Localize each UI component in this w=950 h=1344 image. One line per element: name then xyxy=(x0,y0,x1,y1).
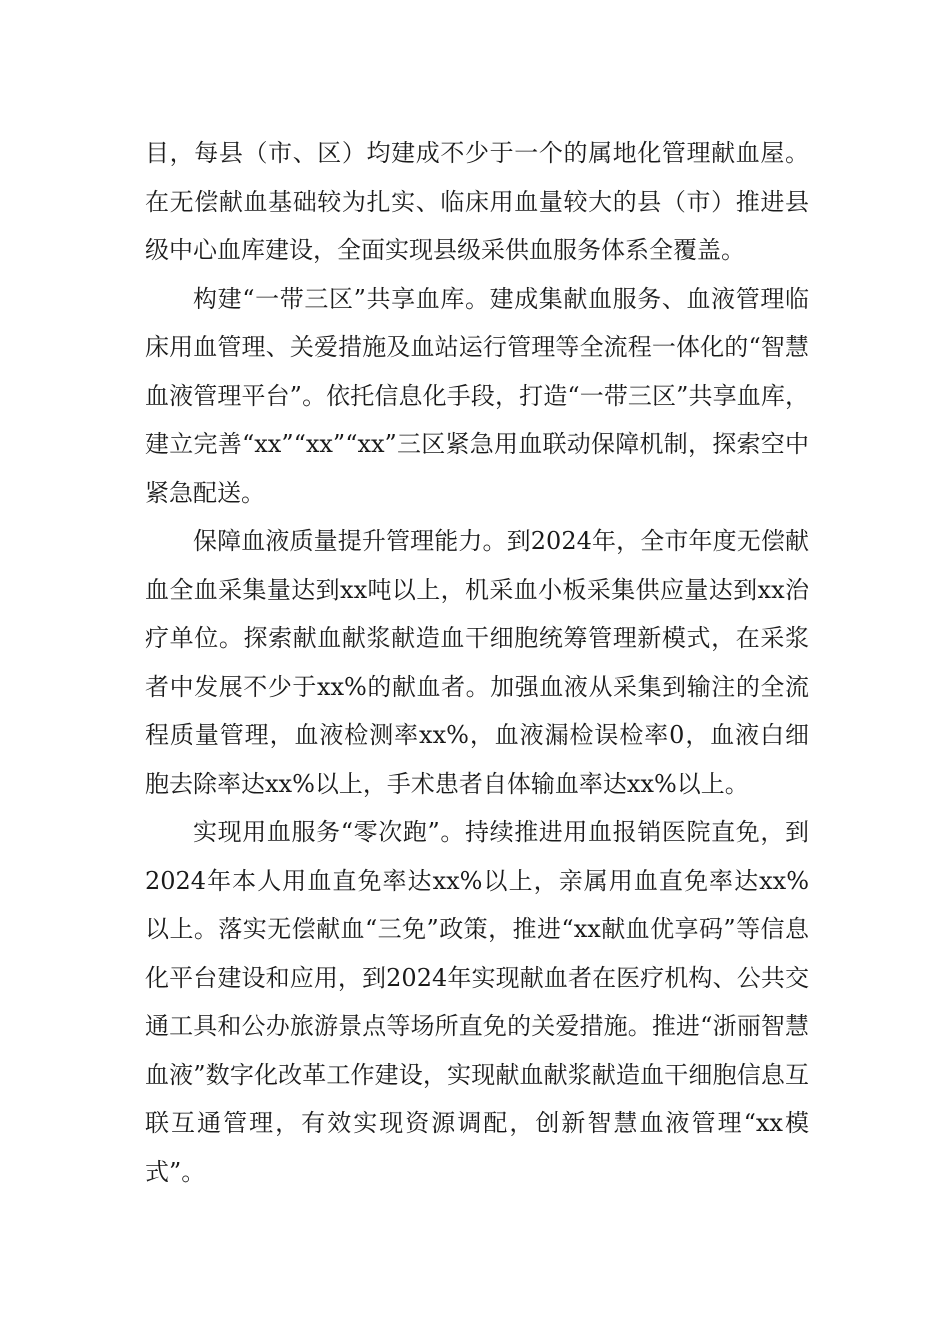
paragraph-shared-blood-bank: 构建“一带三区”共享血库。建成集献血服务、血液管理临床用血管理、关爱措施及血站运行管理等全流程一体化的“智慧血液管理平台”。依托信息化手段，打造“一带三区”共享血库，建立完善“xx”“xx”“xx”三区紧急用血联动保障机制，探索空中紧急配送。 xyxy=(145,284,809,507)
paragraph-continuation: 目，每县（市、区）均建成不少于一个的属地化管理献血屋。在无偿献血基础较为扎实、临床用血量较大的县（市）推进县级中心血库建设，全面实现县级采供血服务体系全覆盖。 xyxy=(145,139,809,264)
paragraph-zero-trip-service: 实现用血服务“零次跑”。持续推进用血报销医院直免，到2024年本人用血直免率达xx%以上，亲属用血直免率达xx%以上。落实无偿献血“三免”政策，推进“xx献血优享码”等信息化平台建设和应用，到2024年实现献血者在医疗机构、公共交通工具和公办旅游景点等场所直免的关爱措施。推进“浙丽智慧血液”数字化改革工作建设，实现献血献浆献造血干细胞信息互联互通管理，有效实现资源调配，创新智慧血液管理“xx模式”。 xyxy=(145,818,809,1186)
document-body xyxy=(145,129,809,1196)
paragraph-blood-quality: 保障血液质量提升管理能力。到2024年，全市年度无偿献血全血采集量达到xx吨以上，机采血小板采集供应量达到xx治疗单位。探索献血献浆献造血干细胞统筹管理新模式，在采浆者中发展不少于xx%的献血者。加强血液从采集到输注的全流程质量管理，血液检测率xx%，血液漏检误检率0，血液白细胞去除率达xx%以上，手术患者自体输血率达xx%以上。 xyxy=(145,527,809,798)
